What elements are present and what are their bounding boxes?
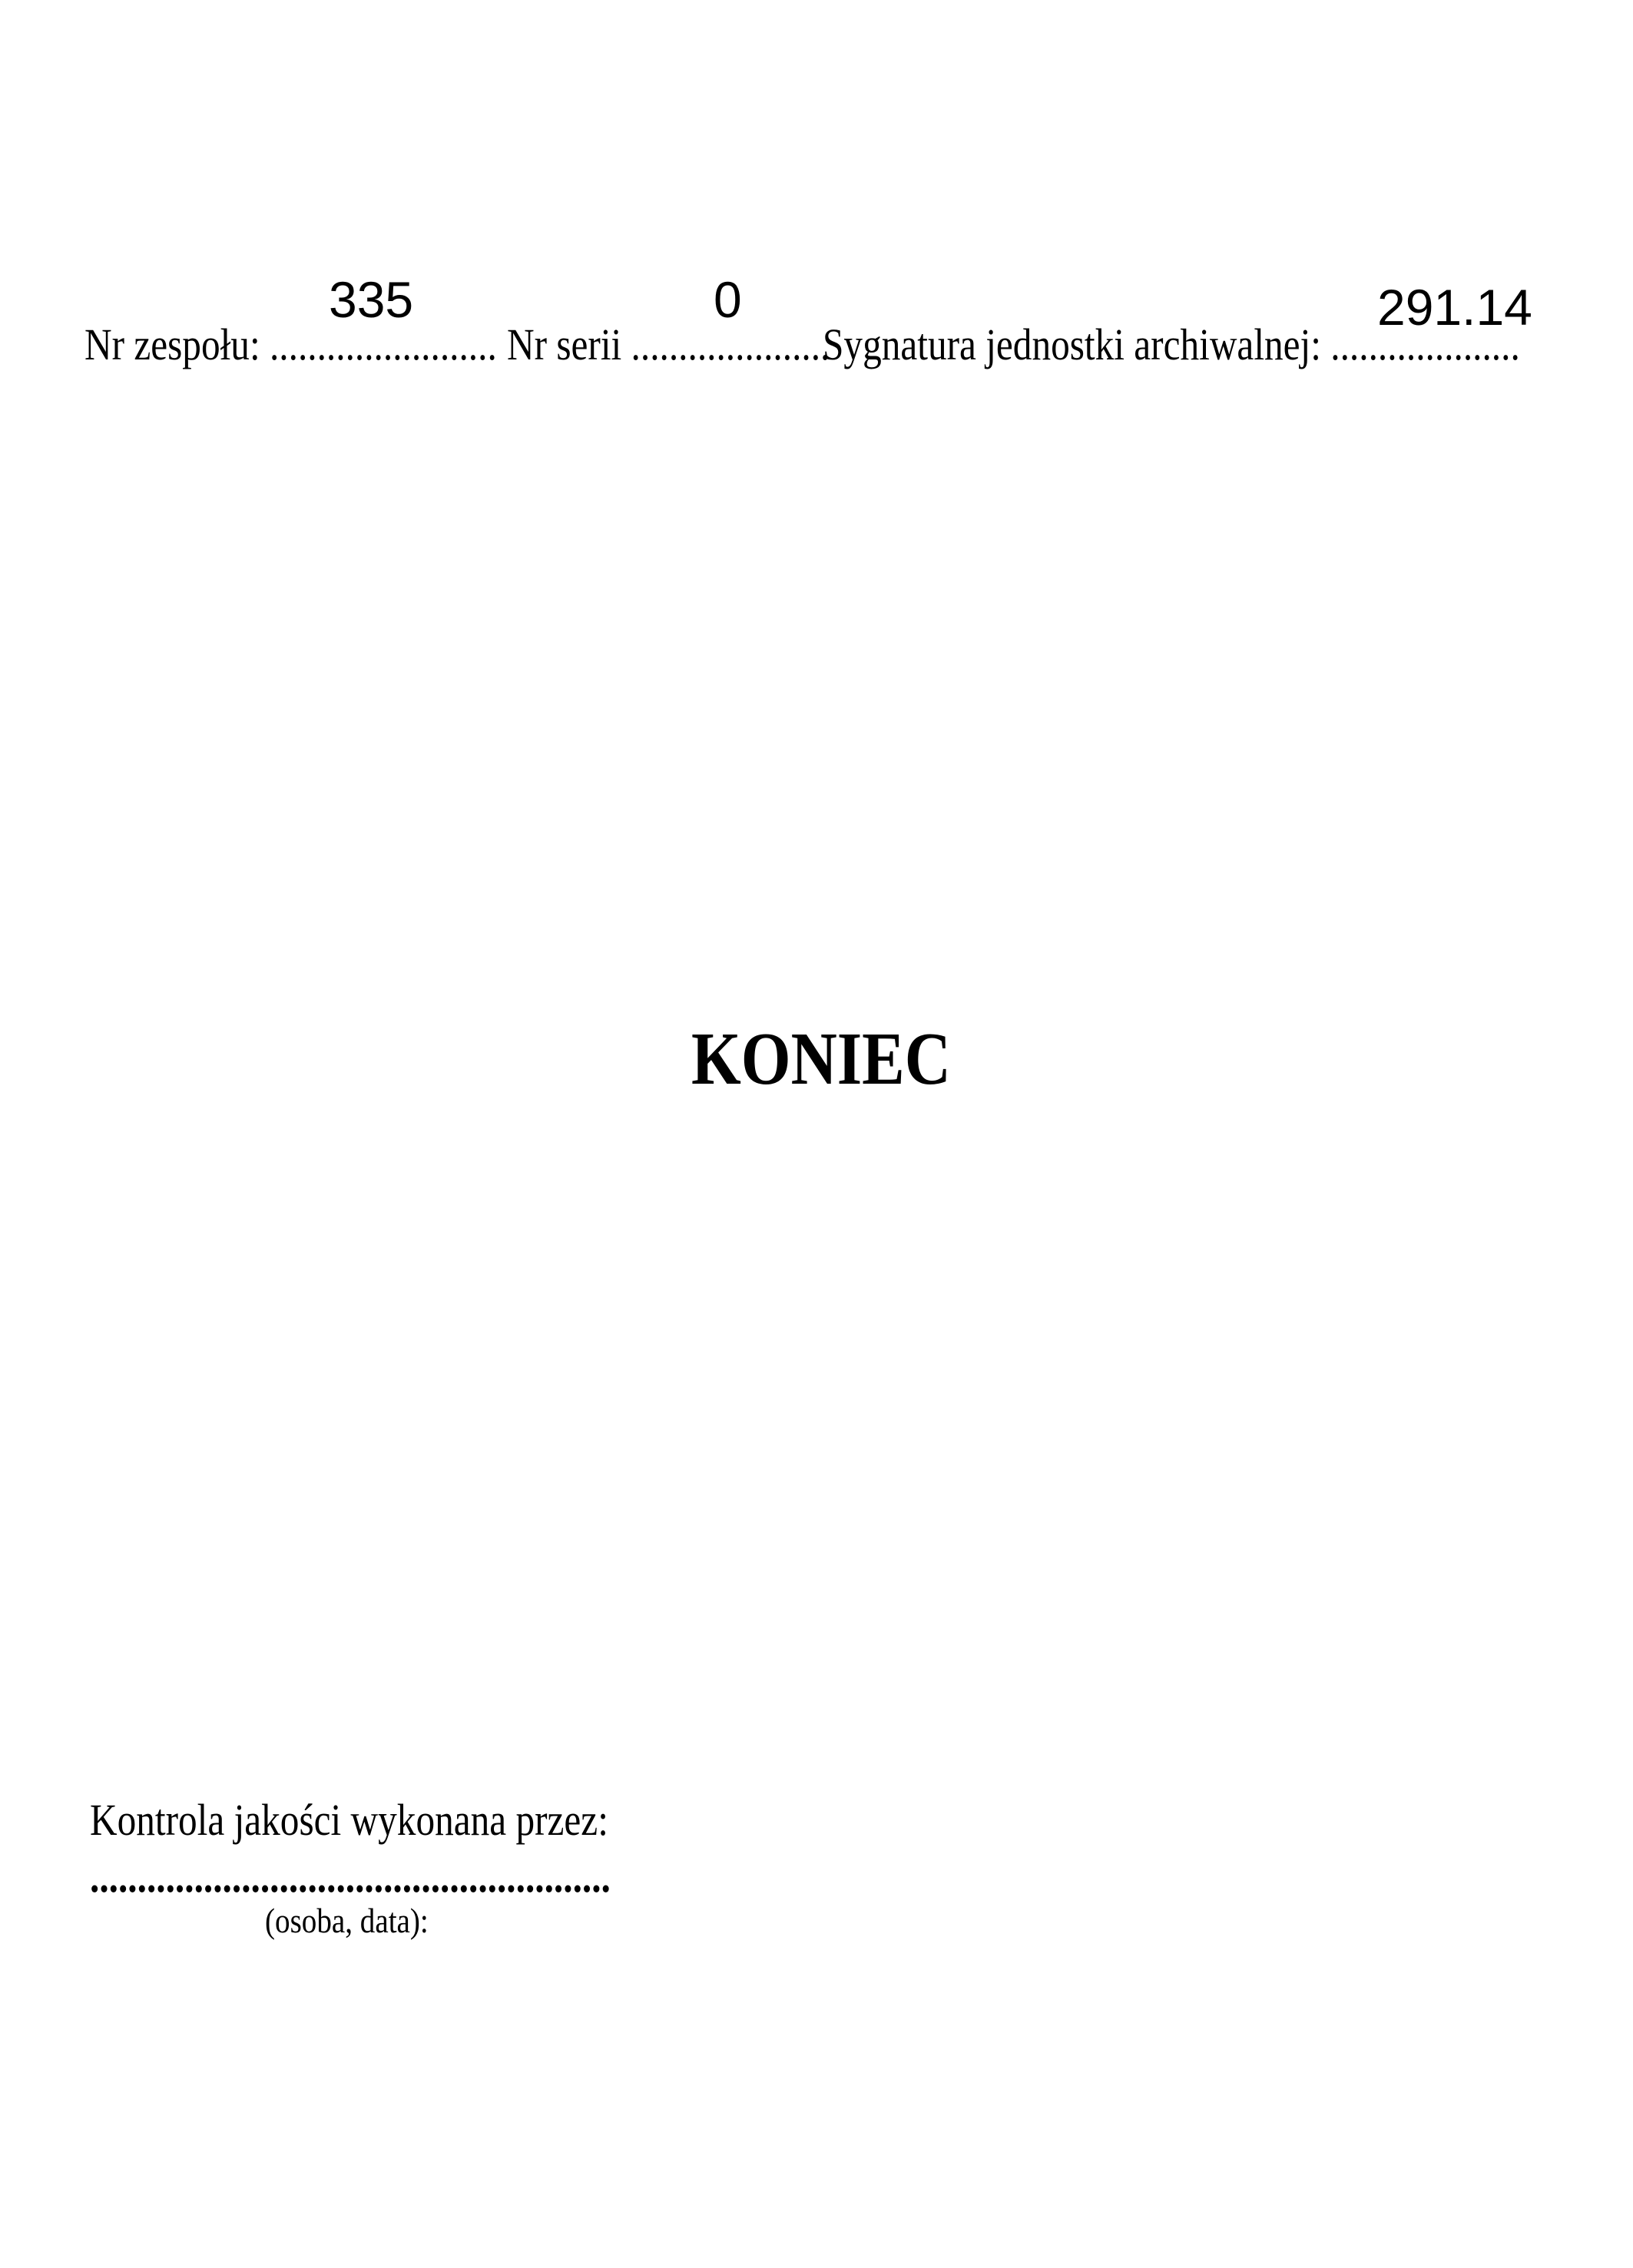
archival-unit-signature-label: Sygnatura jednostki archiwalnej: [823,320,1331,369]
archival-unit-signature-dotted-line: .................... [1330,320,1520,369]
archival-unit-signature-field [823,320,1520,369]
signature-dotted-line: ....................................................... [90,1852,611,1902]
fonds-number-dotted-line: ........................ [269,320,497,369]
quality-control-label: Kontrola jakości wykonana przez: [90,1795,608,1845]
fonds-number-field [84,320,497,369]
series-number-value: 0 [714,271,742,328]
fonds-number-label: Nr zespołu: [84,320,270,369]
series-number-label: Nr serii [507,320,631,369]
koniec-title: KONIEC [691,1018,951,1101]
archival-unit-signature-value: 291.14 [1377,279,1532,336]
series-number-field [507,320,830,369]
series-number-dotted-line: ..................... [631,320,830,369]
person-date-caption: (osoba, data): [265,1901,429,1940]
fonds-number-value: 335 [329,271,414,328]
